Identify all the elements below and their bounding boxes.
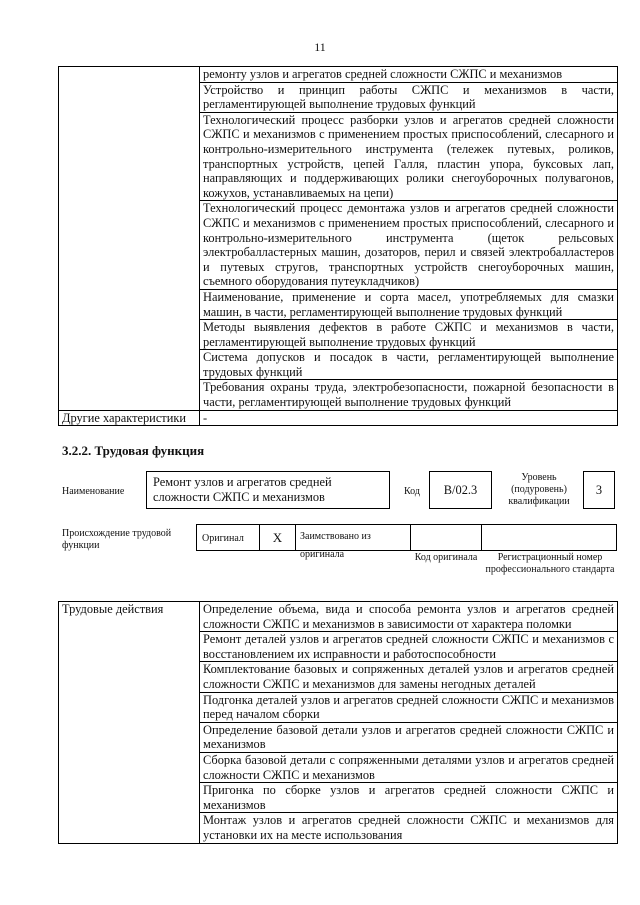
empty-label-cell	[59, 67, 200, 411]
action-item: Комплектование базовых и сопряженных деталей узлов и агрегатов средней сложности СЖПС и механизмов для замены негодных деталей	[200, 662, 618, 692]
knowledge-item: ремонту узлов и агрегатов средней сложности СЖПС и механизмов	[200, 67, 618, 83]
level-label: Уровень (подуровень) квалификации	[508, 472, 570, 507]
other-characteristics-label: Другие характеристики	[59, 410, 200, 426]
code-box: B/02.3	[429, 471, 492, 509]
original-label: Оригинал	[202, 533, 244, 544]
origin-label: Происхождение трудовой функции	[62, 528, 172, 551]
knowledge-item: Наименование, применение и сорта масел, употребляемых для смазки машин, в части, регламентирующей выполнение трудовых функций	[200, 289, 618, 319]
other-characteristics-value: -	[200, 410, 618, 426]
knowledge-item: Требования охраны труда, электробезопасности, пожарной безопасности в части, регламентирующей выполнение трудовых функций	[200, 380, 618, 410]
action-item: Пригонка по сборке узлов и агрегатов средней сложности СЖПС и механизмов	[200, 783, 618, 813]
action-item: Определение базовой детали узлов и агрегатов средней сложности СЖПС и механизмов	[200, 722, 618, 752]
knowledge-item: Технологический процесс разборки узлов и агрегатов средней сложности СЖПС и механизмов с применением простых приспособлений, слесарного и контрольно-измерительного инструмента (тележек путевых, роликов, транспортных устройств, цепей Галля, пластин упора, буксовых лап, направляющих и поддерживающих ролики снегоуборочных полувагонов, кожухов, устанавливаемых на цепи)	[200, 112, 618, 201]
action-item: Ремонт деталей узлов и агрегатов средней сложности СЖПС и механизмов с восстановлением их исправности и работоспособности	[200, 632, 618, 662]
knowledge-item: Устройство и принцип работы СЖПС и механизмов в части, регламентирующей выполнение трудовых функций	[200, 82, 618, 112]
action-item: Определение объема, вида и способа ремонта узлов и агрегатов средней сложности СЖПС и механизмов в зависимости от характера поломки	[200, 602, 618, 632]
function-name-box: Ремонт узлов и агрегатов средней сложности СЖПС и механизмов	[146, 471, 390, 509]
actions-label: Трудовые действия	[59, 602, 200, 844]
level-box: 3	[583, 471, 615, 509]
knowledge-table	[58, 66, 618, 426]
actions-table	[58, 601, 618, 844]
borrowed-label: Заимствовано из оригинала	[300, 531, 371, 560]
knowledge-item: Система допусков и посадок в части, регламентирующей выполнение трудовых функций	[200, 350, 618, 380]
original-code-cell	[410, 524, 482, 551]
code-label: Код	[404, 486, 420, 497]
reg-caption: Регистрационный номер профессионального стандарта	[485, 552, 615, 575]
knowledge-item: Технологический процесс демонтажа узлов и агрегатов средней сложности СЖПС и механизмов с применением простых приспособлений, слесарного и контрольно-измерительного инструмента (щеток рельсовых электробалластерных машин, дозаторов, перил и связей электробалластеров и путевых стругов, транспортных устройств снегоуборочных машин, съемного оборудования путеукладчиков)	[200, 201, 618, 290]
table-row	[59, 602, 618, 632]
page-number: 11	[314, 40, 326, 54]
borrowed-cell	[295, 524, 411, 560]
knowledge-item: Методы выявления дефектов в работе СЖПС и механизмов в части, регламентирующей выполнение трудовых функций	[200, 320, 618, 350]
action-item: Сборка базовой детали с сопряженными деталями узлов и агрегатов средней сложности СЖПС и механизмов	[200, 752, 618, 782]
action-item: Монтаж узлов и агрегатов средней сложности СЖПС и механизмов для установки их на месте использования	[200, 813, 618, 843]
original-mark: X	[259, 524, 296, 551]
reg-number-cell	[481, 524, 617, 551]
table-row	[59, 67, 618, 83]
section-heading: 3.2.2. Трудовая функция	[62, 443, 205, 458]
code-caption: Код оригинала	[414, 552, 478, 563]
action-item: Подгонка деталей узлов и агрегатов средней сложности СЖПС и механизмов перед началом сборки	[200, 692, 618, 722]
table-row	[59, 410, 618, 426]
name-label: Наименование	[62, 486, 125, 497]
